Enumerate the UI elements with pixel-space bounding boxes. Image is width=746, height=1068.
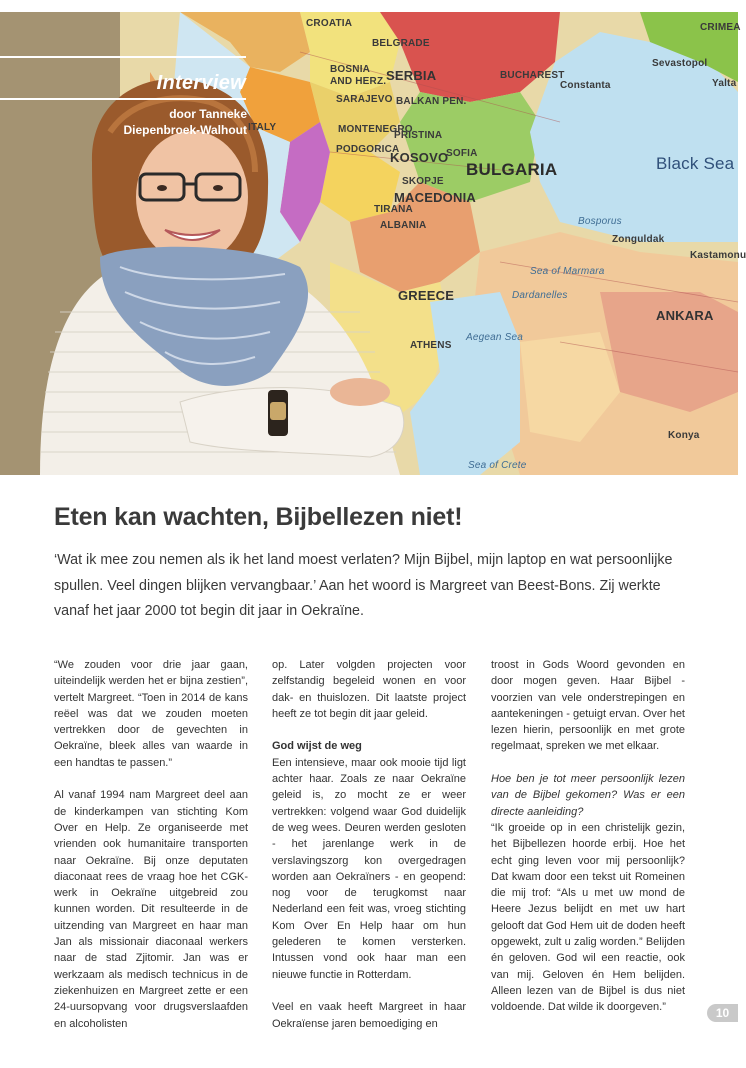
- byline-line-2: Diepenbroek-Walhout: [123, 123, 247, 137]
- header-rule-top: [0, 56, 246, 58]
- map-label-skopje: SKOPJE: [402, 176, 444, 187]
- col3-paragraph-2: “Ik groeide op in een christelijk gezin, het Bijbellezen hoorde erbij. Hoe het echt ging leven voor mij persoonlijk? Dat kwam door een tekst uit Romeinen die mij trof: “Als u met uw mond de Heere Jezus belijdt en met uw hart gelooft dat God Hem uit de doden heeft opgewekt, zult u zalig worden.” Belijden én geloven. God wil een reactie, ook van mij. Geloven én Hem belijden. Alleen lezen van de Bijbel is dus niet voldoende. Dat wilde ik doorgeven.”: [491, 821, 685, 1014]
- map-label-macedonia: MACEDONIA: [394, 190, 476, 205]
- col1-paragraph-2: Al vanaf 1994 nam Margreet deel aan de kinderkampen van stichting Kom Over en Help. Ze organiseerde met vrienden ook humanitaire transporten naar Oekraïne. Bij onze deputaten diaconaat rees de vraag hoe het CGK-werk in Oekraïne uitgebreid zou kunnen worden. Dit resulteerde in de uitzending van Margreet en haar man Jan als missionair diaconaal werkers naar de stad Zjitomir. Jan was er werkzaam als medisch technicus in de ziekenhuizen en Margreet zette er een 24-uursopvang voor drugsverslaafden en alcoholisten: [54, 789, 248, 1030]
- map-label-kosovo: KOSOVO: [390, 150, 449, 165]
- col2-paragraph-2: Een intensieve, maar ook mooie tijd ligt achter haar. Zoals ze naar Oekraïne geleid is, zo mocht ze er weer vertrekken: volgend waar God duidelijk de weg wees. Deuren werden gesloten - het jarenlange werk in de verslavingszorg kon overgedragen worden aan Oekraïners - en geopend: nog voor de terugkomst naar Nederland een feit was, vroeg stichting Kom Over En Help haar om hun gelederen te komen versterken. Intussen vond ook haar man een nieuwe functie in Rotterdam.: [272, 756, 466, 981]
- map-label-dardanelles: Dardanelles: [512, 290, 568, 301]
- map-label-bucharest: BUCHAREST: [500, 70, 565, 81]
- map-label-montenegro: MONTENEGRO: [338, 124, 413, 135]
- hero-photo: [0, 12, 746, 475]
- map-label-zonguldak: Zonguldak: [612, 234, 665, 245]
- map-label-greece: GREECE: [398, 288, 455, 303]
- map-label-sofia: SOFIA: [446, 148, 478, 159]
- column-2: [272, 657, 466, 1032]
- col3-paragraph-1: troost in Gods Woord gevonden en door mogen geven. Haar Bijbel - voorzien van vele onderstrepingen en aantekeningen - getuigt ervan. Over het lezen hierin, persoonlijk en met grote regelmaat, spreken we met elkaar.: [491, 659, 685, 753]
- map-label-and-herz: AND HERZ.: [330, 76, 387, 87]
- map-label-black-sea: Black Sea: [656, 154, 735, 173]
- col2-subheading: God wijst de weg: [272, 740, 362, 753]
- article-headline: Eten kan wachten, Bijbellezen niet!: [54, 503, 463, 531]
- header-rule-bottom: [0, 98, 246, 100]
- byline: [60, 106, 247, 138]
- section-rubric: Interview: [156, 72, 246, 94]
- map-label-balkan: BALKAN PEN.: [396, 96, 467, 107]
- map-label-konya: Konya: [668, 430, 700, 441]
- col2-paragraph-3: Veel en vaak heeft Margreet in haar Oekraïense jaren bemoediging en: [272, 1001, 466, 1030]
- page-number: 10: [707, 1004, 738, 1022]
- map-label-bulgaria: BULGARIA: [466, 160, 558, 179]
- map-label-pristina: PRISTINA: [394, 130, 443, 141]
- map-label-athens: ATHENS: [410, 340, 452, 351]
- map-label-constanta: Constanta: [560, 80, 611, 91]
- map-label-ankara: ANKARA: [656, 308, 714, 323]
- col3-question: Hoe ben je tot meer persoonlijk lezen van de Bijbel gekomen? Was er een directe aanleiding?: [491, 773, 685, 818]
- map-label-yalta: Yalta: [712, 78, 737, 89]
- map-label-italy: ITALY: [248, 122, 277, 133]
- map-label-tirana: TIRANA: [374, 204, 413, 215]
- map-label-bosnia: BOSNIA: [330, 64, 371, 75]
- col1-paragraph-1: “We zouden voor drie jaar gaan, uiteindelijk werden het er bijna zestien”, vertelt Margreet. “Toen in 2014 de kans reëel was dat we zouden moeten vertrekken door de gevechten in Oekraïne, bleek alles van waarde in een handtas te passen.”: [54, 659, 248, 769]
- map-label-sea-of-crete: Sea of Crete: [468, 460, 527, 471]
- map-label-bosporus: Bosporus: [578, 216, 622, 227]
- byline-line-1: door Tanneke: [169, 107, 247, 121]
- column-1: [54, 657, 248, 1032]
- map-label-serbia: SERBIA: [386, 68, 437, 83]
- map-label-sarajevo: SARAJEVO: [336, 94, 393, 105]
- map-label-podgorica: PODGORICA: [336, 144, 400, 155]
- col2-paragraph-1: op. Later volgden projecten voor zelfstandig begeleid wonen en voor dak- en thuislozen. Dit laatste project heeft ze tot begin dit jaar geleid.: [272, 659, 466, 720]
- article-intro: ‘Wat ik mee zou nemen als ik het land moest verlaten? Mijn Bijbel, mijn laptop en wat persoonlijke spullen. Veel dingen blijken vervangbaar.’ Aan het woord is Margreet van Beest-Bons. Zij werkte vanaf het jaar 2000 tot begin dit jaar in Oekraïne.: [54, 552, 673, 619]
- column-3: [491, 657, 685, 1016]
- map-label-sevastopol: Sevastopol: [652, 58, 708, 69]
- map-label-sea-of-marmara: Sea of Marmara: [530, 266, 605, 277]
- map-label-belgrade: BELGRADE: [372, 38, 430, 49]
- map-label-croatia: CROATIA: [306, 18, 353, 29]
- map-label-kastamonu: Kastamonu: [690, 250, 746, 261]
- map-label-aegean-sea: Aegean Sea: [466, 332, 524, 343]
- map-label-crimea: CRIMEA: [700, 22, 741, 33]
- map-label-albania: ALBANIA: [380, 220, 427, 231]
